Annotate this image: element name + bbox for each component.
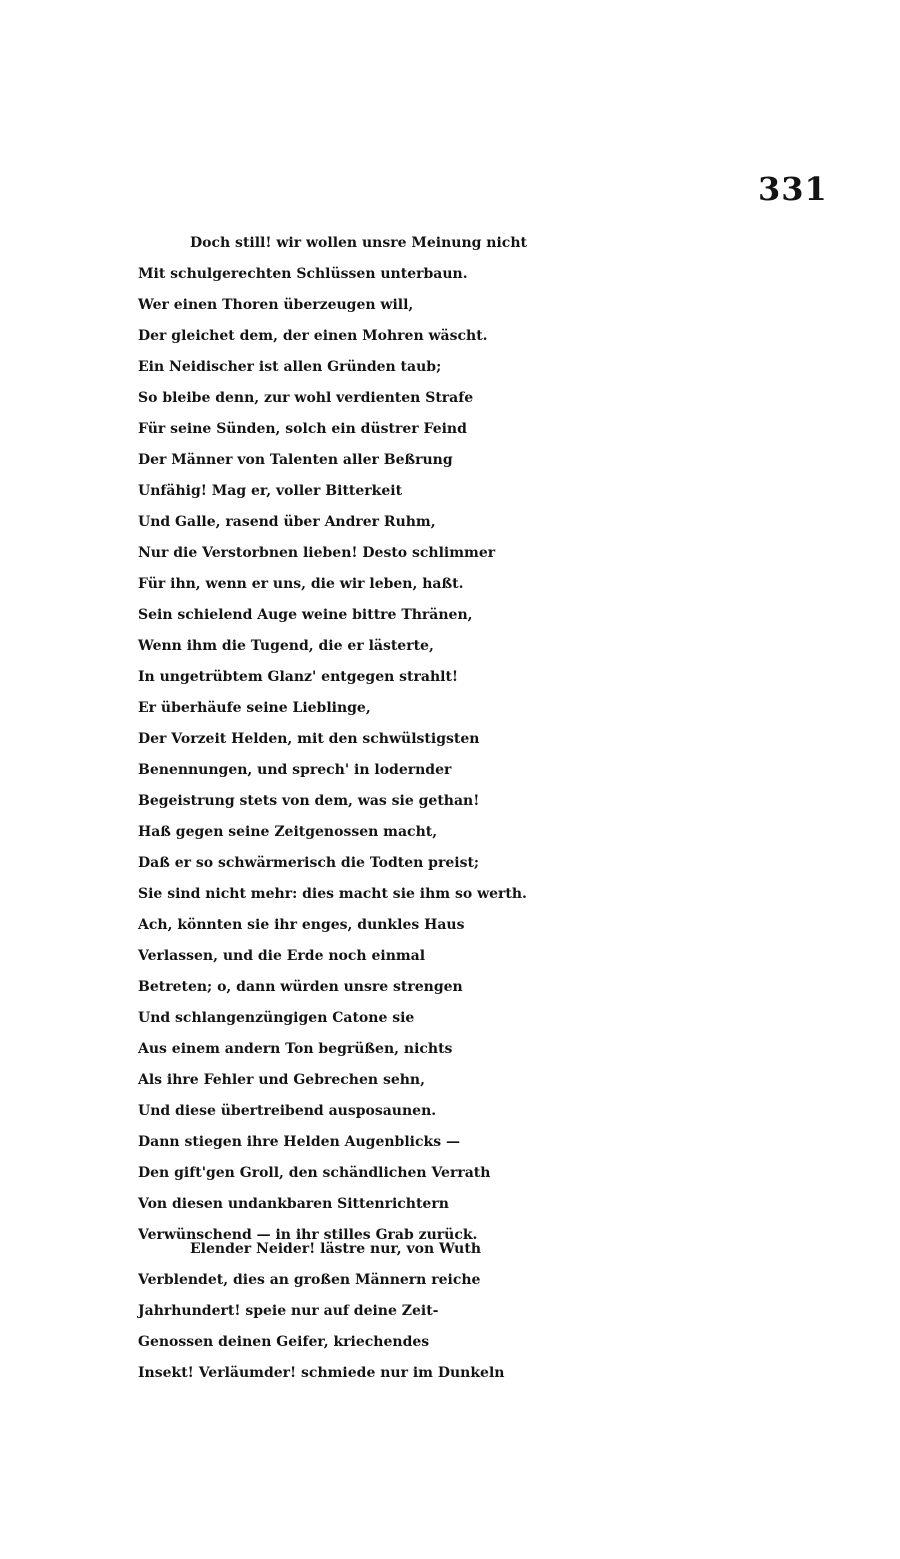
verse-line: Haß gegen seine Zeitgenossen macht,	[138, 824, 438, 840]
verse-line: Wer einen Thoren überzeugen will,	[138, 297, 414, 313]
verse-line: Der gleichet dem, der einen Mohren wäscht.	[138, 328, 488, 344]
verse-line: Von diesen undankbaren Sittenrichtern	[138, 1196, 449, 1212]
verse-line: So bleibe denn, zur wohl verdienten Strafe	[138, 390, 474, 406]
verse-line: Doch still! wir wollen unsre Meinung nicht	[190, 235, 527, 251]
verse-line: Unfähig! Mag er, voller Bitterkeit	[138, 483, 403, 499]
verse-line: Elender Neider! lästre nur, von Wuth	[190, 1241, 481, 1257]
verse-line: Nur die Verstorbnen lieben! Desto schlimmer	[138, 545, 496, 561]
stanza-2	[0, 1234, 900, 1389]
verse-line: Und diese übertreibend ausposaunen.	[138, 1103, 437, 1119]
verse-line: Und Galle, rasend über Andrer Ruhm,	[138, 514, 436, 530]
verse-line: Verlassen, und die Erde noch einmal	[138, 948, 426, 964]
verse-line: Mit schulgerechten Schlüssen unterbaun.	[138, 266, 468, 282]
verse-line: Verwünschend — in ihr stilles Grab zurück.	[138, 1227, 478, 1243]
verse-line: Für ihn, wenn er uns, die wir leben, haßt.	[138, 576, 464, 592]
verse-line: Aus einem andern Ton begrüßen, nichts	[138, 1041, 453, 1057]
verse-line: Der Männer von Talenten aller Beßrung	[138, 452, 453, 468]
verse-line: Sein schielend Auge weine bittre Thränen,	[138, 607, 473, 623]
verse-line: Begeistrung stets von dem, was sie gethan!	[138, 793, 480, 809]
verse-line: Für seine Sünden, solch ein düstrer Feind	[138, 421, 467, 437]
verse-line: Der Vorzeit Helden, mit den schwülstigsten	[138, 731, 480, 747]
verse-line: Den gift'gen Groll, den schändlichen Verrath	[138, 1165, 491, 1181]
verse-line: Sie sind nicht mehr: dies macht sie ihm so werth.	[138, 886, 527, 902]
verse-line: Genossen deinen Geifer, kriechendes	[138, 1334, 430, 1350]
verse-line: Benennungen, und sprech' in lodernder	[138, 762, 452, 778]
verse-line: Wenn ihm die Tugend, die er lästerte,	[138, 638, 434, 654]
verse-line: Jahrhundert! speie nur auf deine Zeit-	[138, 1303, 439, 1319]
verse-line: Verblendet, dies an großen Männern reiche	[138, 1272, 481, 1288]
verse-line: In ungetrübtem Glanz' entgegen strahlt!	[138, 669, 459, 685]
stanza-1	[0, 228, 900, 1251]
verse-line: Dann stiegen ihre Helden Augenblicks —	[138, 1134, 460, 1150]
verse-line: Betreten; o, dann würden unsre strengen	[138, 979, 463, 995]
verse-line: Und schlangenzüngigen Catone sie	[138, 1010, 415, 1026]
verse-line: Er überhäufe seine Lieblinge,	[138, 700, 371, 716]
verse-line: Daß er so schwärmerisch die Todten preist;	[138, 855, 480, 871]
verse-line: Als ihre Fehler und Gebrechen sehn,	[138, 1072, 425, 1088]
verse-line: Ein Neidischer ist allen Gründen taub;	[138, 359, 442, 375]
verse-line: Insekt! Verläumder! schmiede nur im Dunkeln	[138, 1365, 505, 1381]
verse-line: Ach, könnten sie ihr enges, dunkles Haus	[138, 917, 465, 933]
page-number: 331	[758, 170, 828, 208]
